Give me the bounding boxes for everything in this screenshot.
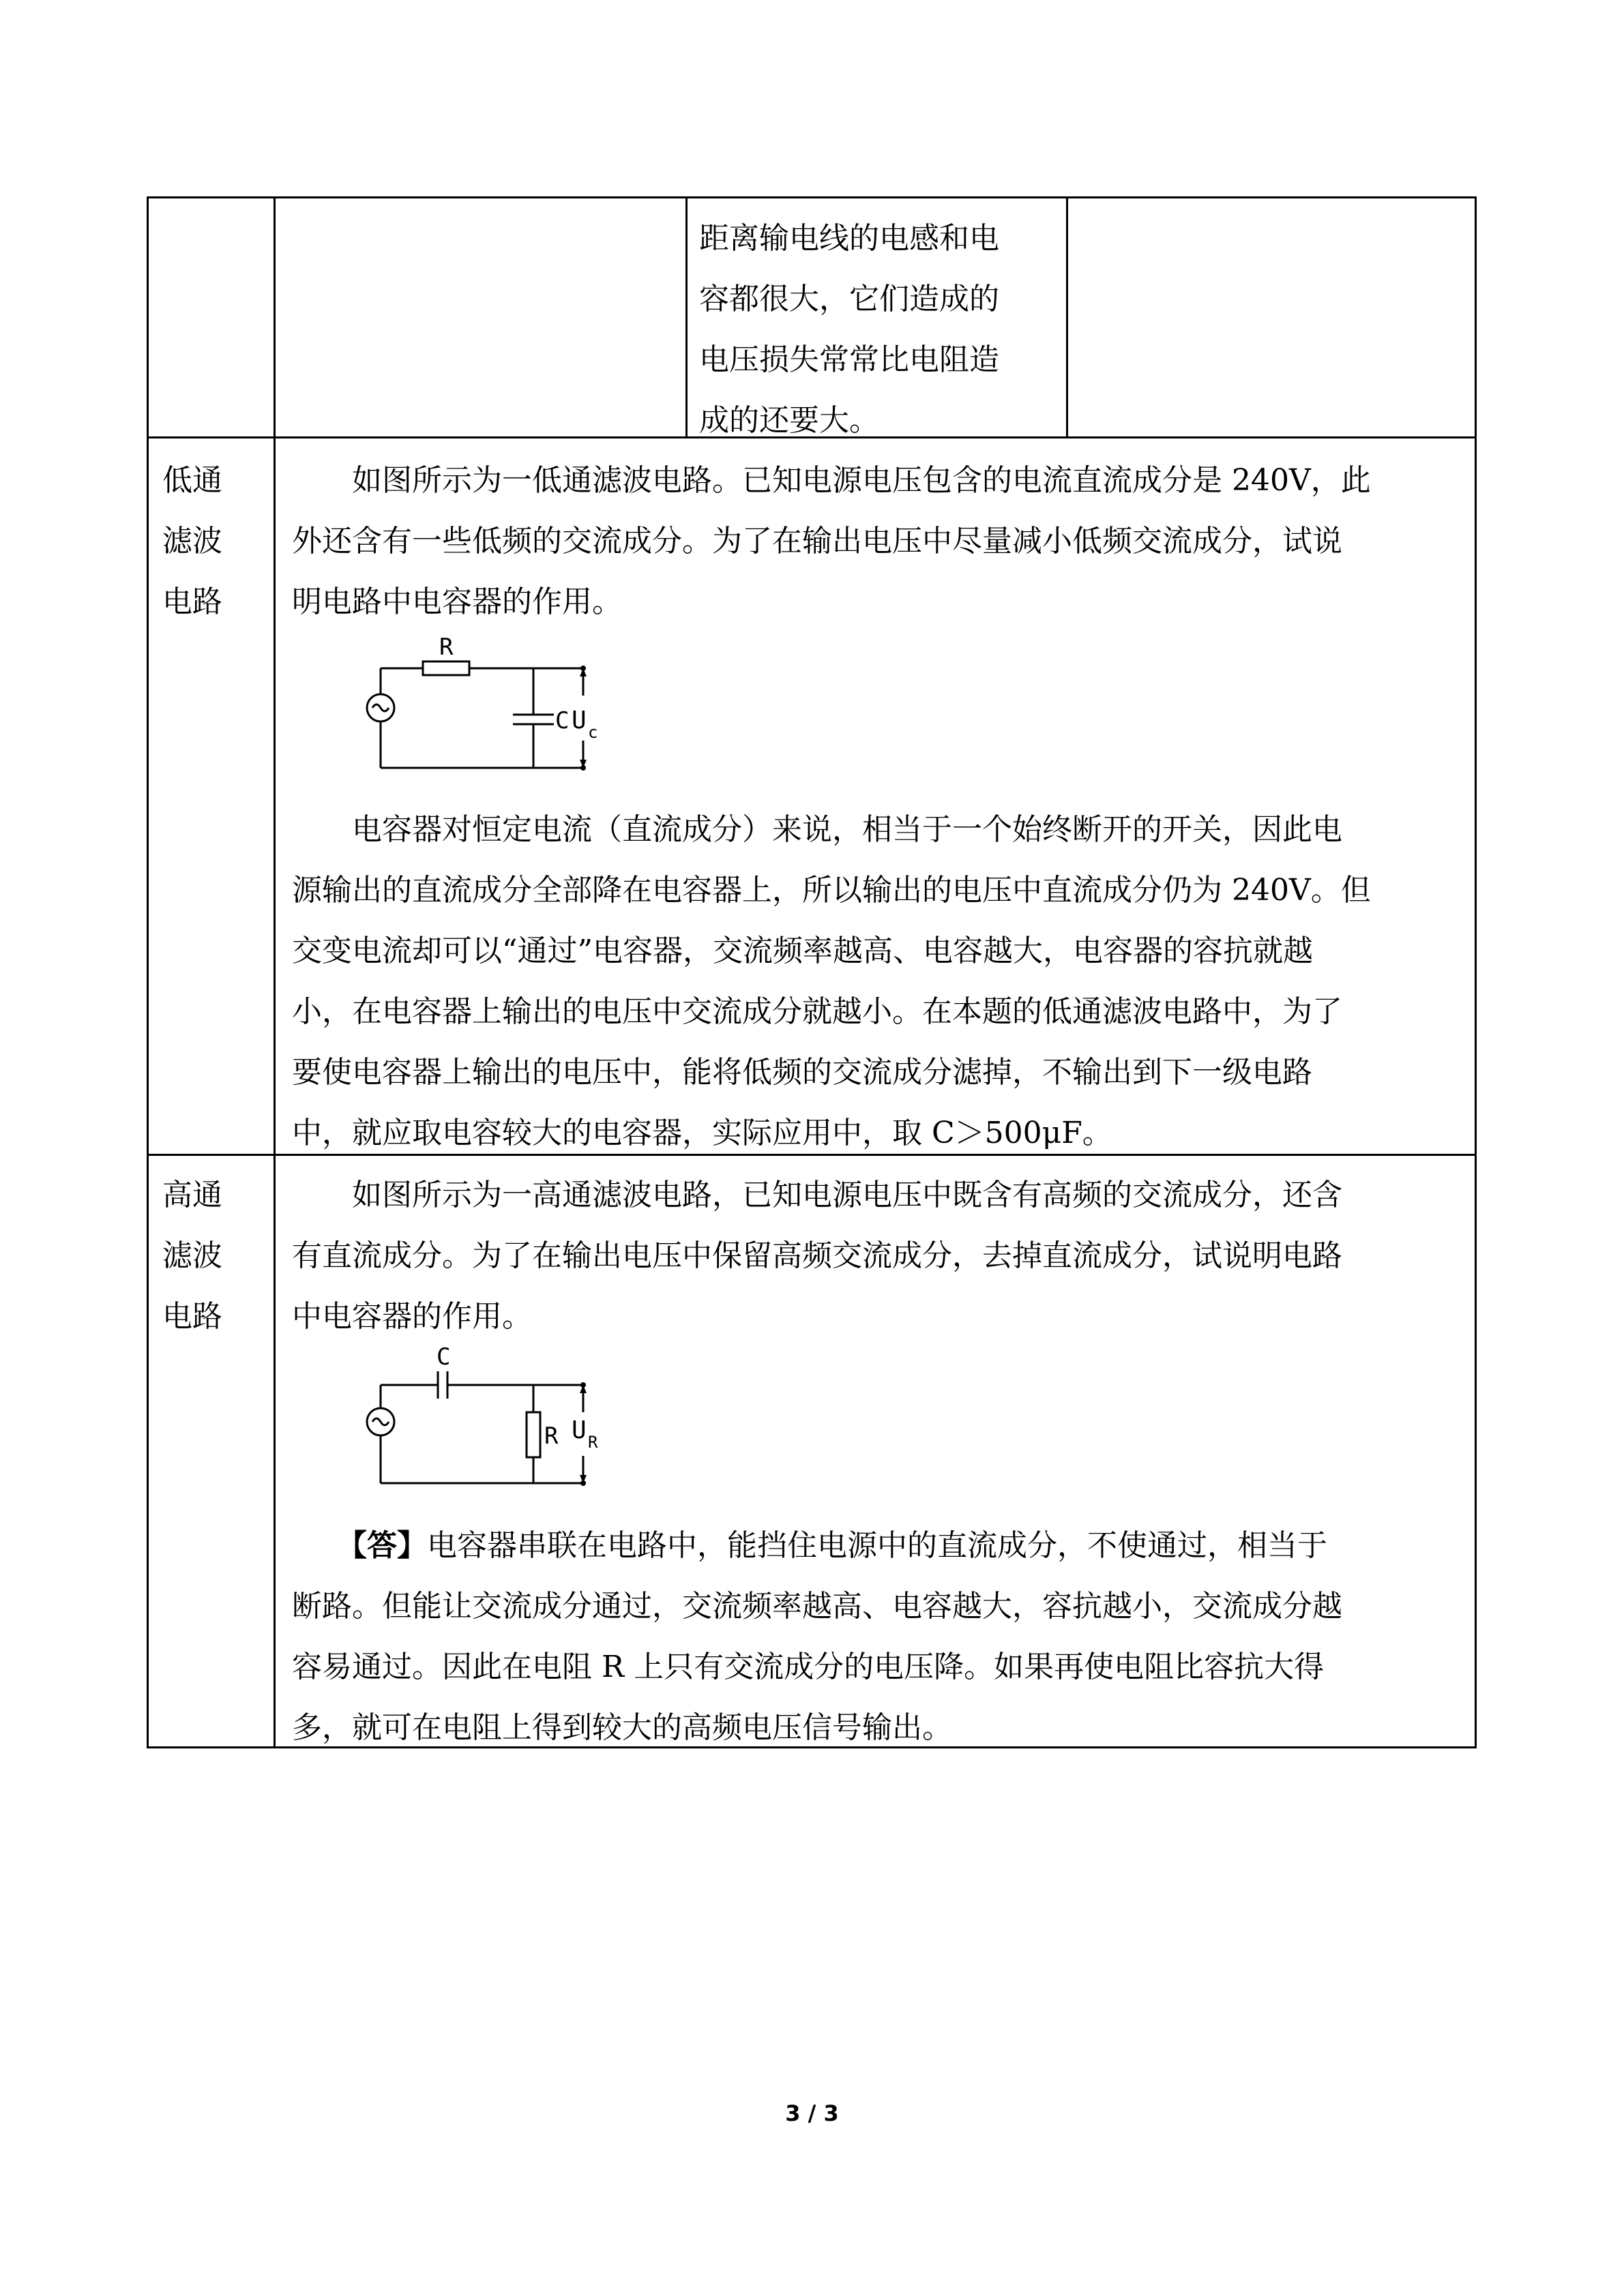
voltage-label: U <box>572 706 587 734</box>
text-line: 距离输电线的电感和电 <box>699 221 999 256</box>
text-line: 要使电容器上输出的电压中，能将低频的交流成分滤掉，不输出到下一级电路 <box>292 1055 1312 1090</box>
highpass-circuit-diagram <box>355 1347 628 1497</box>
text-line: 中，就应取电容较大的电容器，实际应用中，取 C＞500μF。 <box>292 1116 1112 1150</box>
table-border-col1 <box>274 196 276 1748</box>
table-border-left <box>147 196 149 1748</box>
text-line: 中电容器的作用。 <box>292 1299 532 1334</box>
resistor-label: R <box>439 634 454 661</box>
text-line: 成的还要大。 <box>699 403 879 438</box>
table-border-right <box>1475 196 1477 1748</box>
text-line: 电压损失常常比电阻造 <box>699 342 999 377</box>
text-line: 容都很大，它们造成的 <box>699 282 999 316</box>
capacitor-label: C <box>437 1347 451 1371</box>
text-line: 有直流成分。为了在输出电压中保留高频交流成分，去掉直流成分，试说明电路 <box>292 1238 1342 1273</box>
voltage-subscript: c <box>588 723 598 742</box>
lowpass-circuit-diagram <box>355 634 628 777</box>
row1-col3-text <box>699 209 999 451</box>
highpass-question <box>292 1165 1342 1347</box>
page-number: 3 / 3 <box>785 2100 839 2126</box>
highpass-label <box>162 1165 222 1347</box>
voltage-subscript: R <box>588 1433 598 1452</box>
answer-prefix: 【答】 <box>352 1528 427 1563</box>
label-line: 电路 <box>162 1299 222 1334</box>
label-line: 滤波 <box>162 1238 222 1273</box>
resistor-icon <box>527 1412 540 1457</box>
lowpass-answer <box>292 799 1371 1163</box>
highpass-answer <box>292 1515 1342 1758</box>
text-line: 外还含有一些低频的交流成分。为了在输出电压中尽量减小低频交流成分，试说 <box>292 524 1342 558</box>
label-line: 高通 <box>162 1178 222 1212</box>
text-line: 断路。但能让交流成分通过，交流频率越高、电容越大，容抗越小，交流成分越 <box>292 1589 1342 1624</box>
text-line: 容易通过。因此在电阻 R 上只有交流成分的电压降。如果再使电阻比容抗大得 <box>292 1650 1325 1684</box>
answer-first-line: 电容器串联在电路中，能挡住电源中的直流成分，不使通过，相当于 <box>427 1528 1327 1563</box>
text-line: 源输出的直流成分全部降在电容器上，所以输出的电压中直流成分仍为 240V。但 <box>292 873 1371 908</box>
text-line: 电容器对恒定电流（直流成分）来说，相当于一个始终断开的开关，因此电 <box>292 812 1342 847</box>
lowpass-question <box>292 450 1371 632</box>
lowpass-label <box>162 450 222 632</box>
table-border-col3 <box>1066 196 1068 438</box>
text-line <box>292 1515 1342 1576</box>
table-border-top <box>147 196 1477 198</box>
text-line: 如图所示为一低通滤波电路。已知电源电压包含的电流直流成分是 240V，此 <box>292 463 1371 498</box>
capacitor-label: C <box>555 707 570 734</box>
table-border-col2 <box>685 196 688 438</box>
resistor-icon <box>423 661 469 675</box>
resistor-label: R <box>544 1422 559 1450</box>
voltage-label: U <box>572 1416 587 1444</box>
text-line: 明电路中电容器的作用。 <box>292 584 622 619</box>
label-line: 低通 <box>162 463 222 498</box>
text-line: 交变电流却可以“通过”电容器，交流频率越高、电容越大，电容器的容抗就越 <box>292 934 1313 968</box>
text-line: 多，就可在电阻上得到较大的高频电压信号输出。 <box>292 1710 952 1745</box>
text-line: 小，在电容器上输出的电压中交流成分就越小。在本题的低通滤波电路中，为了 <box>292 994 1342 1029</box>
text-line: 如图所示为一高通滤波电路，已知电源电压中既含有高频的交流成分，还含 <box>292 1178 1342 1212</box>
label-line: 滤波 <box>162 524 222 558</box>
label-line: 电路 <box>162 584 222 619</box>
